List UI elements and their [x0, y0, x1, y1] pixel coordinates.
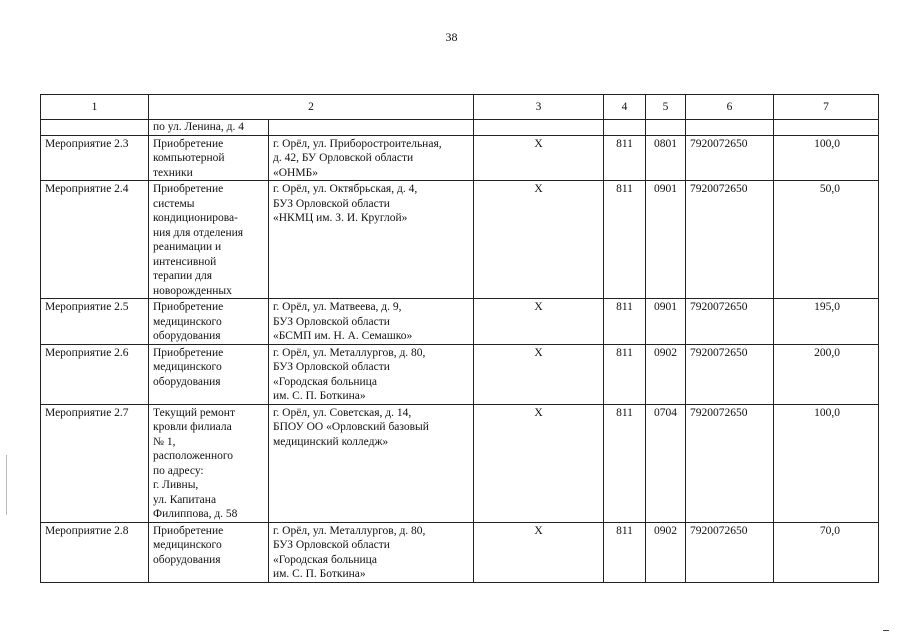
row-sum-cell: 195,0 [774, 299, 879, 345]
table-row [41, 522, 879, 582]
row-col3-cell: Х [474, 135, 604, 181]
row-location-cell: г. Орёл, ул. Металлургов, д. 80, БУЗ Орловской области «Городская больница им. С. П. Боткина» [269, 522, 474, 582]
empty-cell [646, 120, 686, 136]
row-sum-cell: 200,0 [774, 344, 879, 404]
table-row [41, 404, 879, 522]
row-rz-cell: 0902 [646, 522, 686, 582]
row-description-cell: Приобретение медицинского оборудования [149, 522, 269, 582]
row-sum-cell: 70,0 [774, 522, 879, 582]
row-grbs-cell: 811 [604, 522, 646, 582]
empty-cell [474, 120, 604, 136]
row-grbs-cell: 811 [604, 181, 646, 299]
row-description-cell: Текущий ремонт кровли филиала № 1, расположенного по адресу: г. Ливны, ул. Капитана Филиппова, д. 58 [149, 404, 269, 522]
empty-cell [604, 120, 646, 136]
row-rz-cell: 0801 [646, 135, 686, 181]
row-sum-cell: 100,0 [774, 135, 879, 181]
table-header-row [41, 95, 879, 120]
margin-scan-line [6, 455, 7, 515]
row-rz-cell: 0901 [646, 299, 686, 345]
row-name-cell [41, 120, 149, 136]
row-rz-cell: 0902 [646, 344, 686, 404]
row-sum-cell: 100,0 [774, 404, 879, 522]
header-cell: 1 [41, 95, 149, 120]
row-name-cell: Мероприятие 2.4 [41, 181, 149, 299]
activities-table [40, 94, 879, 583]
row-name-cell: Мероприятие 2.6 [41, 344, 149, 404]
row-grbs-cell: 811 [604, 135, 646, 181]
row-name-cell: Мероприятие 2.3 [41, 135, 149, 181]
row-csr-cell: 7920072650 [686, 181, 774, 299]
row-csr-cell: 7920072650 [686, 522, 774, 582]
row-csr-cell: 7920072650 [686, 344, 774, 404]
header-cell: 3 [474, 95, 604, 120]
row-description-cell: Приобретение компьютерной техники [149, 135, 269, 181]
row-location-cell: г. Орёл, ул. Матвеева, д. 9, БУЗ Орловской области «БСМП им. Н. А. Семашко» [269, 299, 474, 345]
row-description-cell: Приобретение медицинского оборудования [149, 344, 269, 404]
corner-mark [883, 630, 889, 631]
header-cell: 2 [149, 95, 474, 120]
empty-cell [269, 120, 474, 136]
row-csr-cell: 7920072650 [686, 299, 774, 345]
empty-cell [686, 120, 774, 136]
row-rz-cell: 0704 [646, 404, 686, 522]
row-sum-cell: 50,0 [774, 181, 879, 299]
empty-cell [774, 120, 879, 136]
header-cell: 4 [604, 95, 646, 120]
table-row [41, 181, 879, 299]
row-location-cell: г. Орёл, ул. Металлургов, д. 80, БУЗ Орловской области «Городская больница им. С. П. Боткина» [269, 344, 474, 404]
row-csr-cell: 7920072650 [686, 135, 774, 181]
table-body [41, 135, 879, 582]
row-location-cell: г. Орёл, ул. Приборостроительная, д. 42, БУ Орловской области «ОНМБ» [269, 135, 474, 181]
row-name-cell: Мероприятие 2.8 [41, 522, 149, 582]
row-col3-cell: Х [474, 299, 604, 345]
continuation-row [41, 120, 879, 136]
table-row [41, 299, 879, 345]
row-description-cell: Приобретение системы кондиционирова- ния для отделения реанимации и интенсивной терапии для новорожденных [149, 181, 269, 299]
page-number: 38 [445, 30, 458, 44]
row-col3-cell: Х [474, 404, 604, 522]
table-row [41, 135, 879, 181]
row-name-cell: Мероприятие 2.5 [41, 299, 149, 345]
row-description-cell: Приобретение медицинского оборудования [149, 299, 269, 345]
row-grbs-cell: 811 [604, 344, 646, 404]
header-cell: 7 [774, 95, 879, 120]
row-location-cell: г. Орёл, ул. Советская, д. 14, БПОУ ОО «Орловский базовый медицинский колледж» [269, 404, 474, 522]
row-name-cell: Мероприятие 2.7 [41, 404, 149, 522]
row-location-cell: г. Орёл, ул. Октябрьская, д. 4, БУЗ Орловской области «НКМЦ им. З. И. Круглой» [269, 181, 474, 299]
row-grbs-cell: 811 [604, 404, 646, 522]
row-description-cell: по ул. Ленина, д. 4 [149, 120, 269, 136]
row-col3-cell: Х [474, 344, 604, 404]
row-csr-cell: 7920072650 [686, 404, 774, 522]
row-col3-cell: Х [474, 181, 604, 299]
header-cell: 6 [686, 95, 774, 120]
row-rz-cell: 0901 [646, 181, 686, 299]
row-col3-cell: Х [474, 522, 604, 582]
table-row [41, 344, 879, 404]
header-cell: 5 [646, 95, 686, 120]
row-grbs-cell: 811 [604, 299, 646, 345]
